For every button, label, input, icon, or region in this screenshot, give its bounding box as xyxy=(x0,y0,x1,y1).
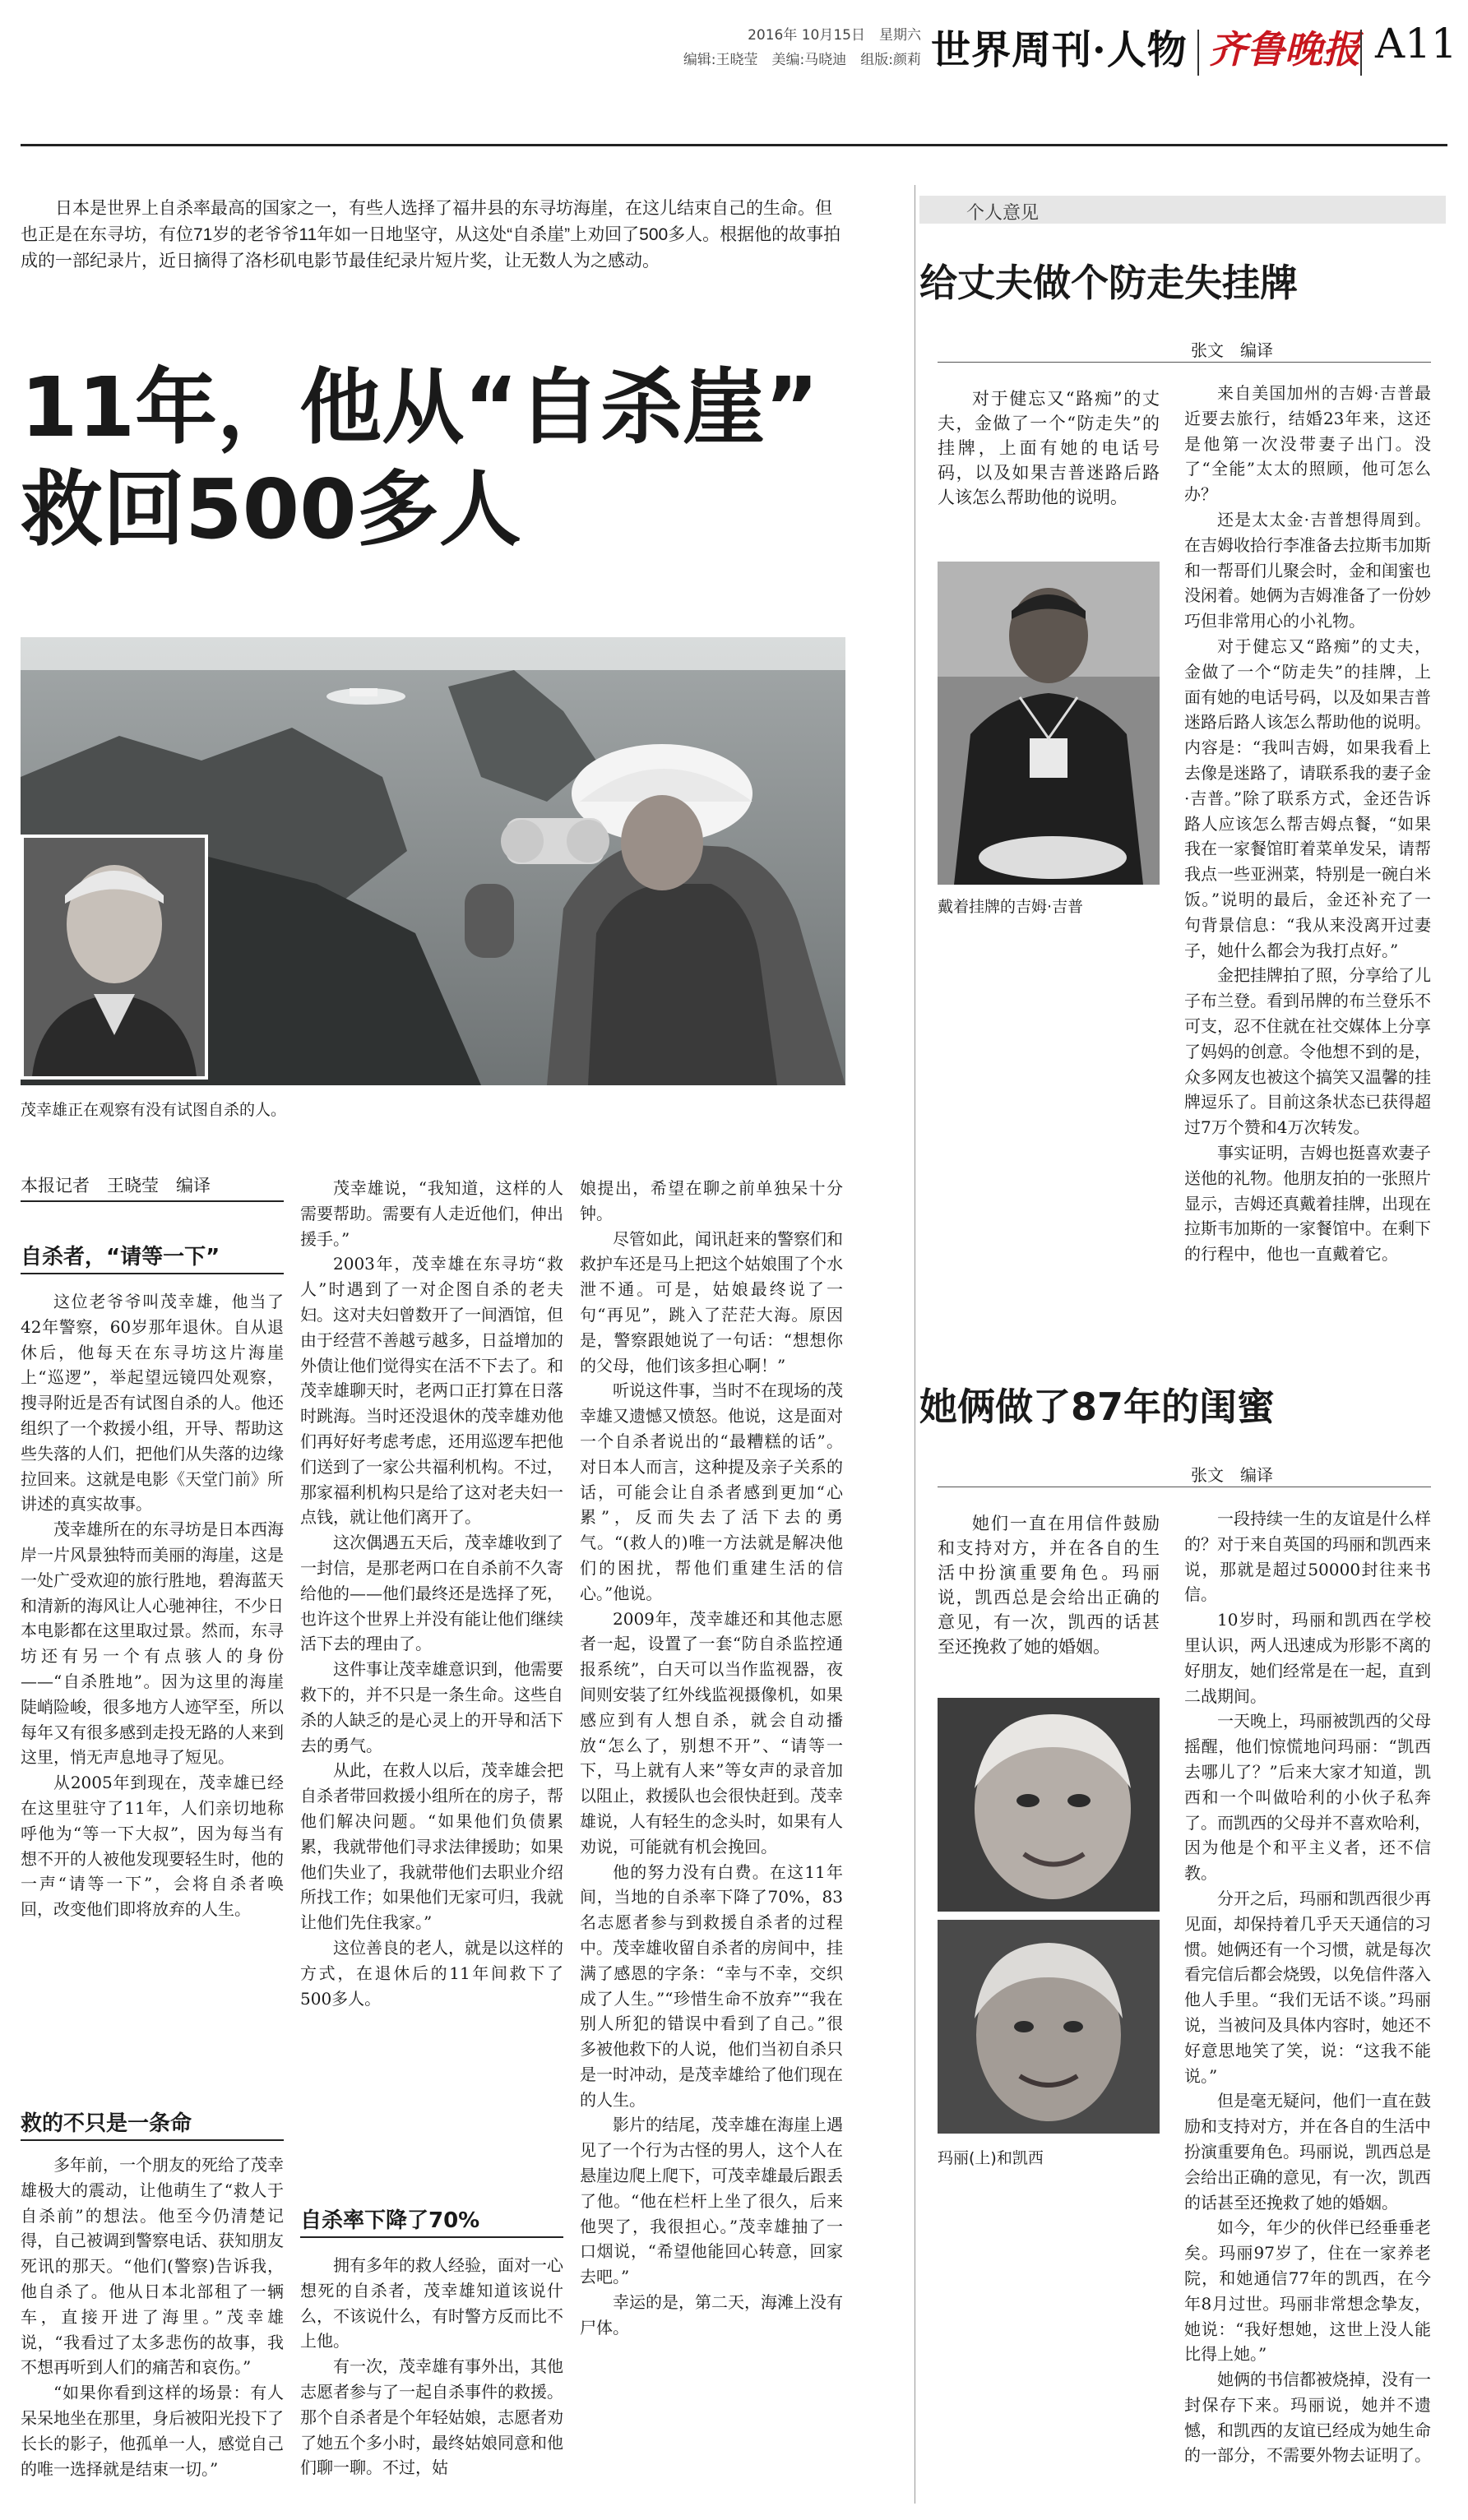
paragraph: 她俩的书信都被烧掉，没有一封保存下来。玛丽说，她并不遗憾，和凯西的友谊已经成为她生命的一部分，不需要外物去证明了。 xyxy=(1184,2370,1431,2466)
byline: 本报记者 王晓莹 编译 xyxy=(21,1176,211,1195)
paragraph: 幸运的是，第二天，海滩上没有尸体。 xyxy=(580,2292,843,2337)
paragraph: 一段持续一生的友谊是什么样的？对于来自英国的玛丽和凯西来说，那就是超过50000封往来书信。 xyxy=(1184,1509,1431,1605)
kathy-photo xyxy=(938,1920,1160,2134)
side-caption-1: 戴着挂牌的吉姆·吉普 xyxy=(938,898,1084,916)
paragraph: 茂幸雄所在的东寻坊是日本西海岸一片风景独特而美丽的海崖，这是一处广受欢迎的旅行胜地，碧海蓝天和清新的海风让人心驰神往，不少日本电影都在这里取过景。然而，东寻坊还有另一个有点骇人的身份——“自杀胜地”。因为这里的海崖陡峭险峻，很多地方人迹罕至，所以每年又有很多感到走投无路的人来到这里，悄无声息地寻了短见。 xyxy=(21,1519,284,1768)
photo-caption: 茂幸雄正在观察有没有试图自杀的人。 xyxy=(21,1101,287,1119)
byline-rule xyxy=(21,1200,284,1202)
paragraph: 这位老爷爷叫茂幸雄，他当了42年警察，60岁那年退休。自从退休后，他每天在东寻坊这片海崖上“巡逻”，举起望远镜四处观察，搜寻附近是否有试图自杀的人。他还组织了一个救援小组，开导、帮助这些失落的人们，把他们从失落的边缘拉回来。这就是电影《天堂门前》所讲述的真实故事。 xyxy=(21,1292,284,1514)
paragraph: 多年前，一个朋友的死给了茂幸雄极大的震动，让他萌生了“救人于自杀前”的想法。他至今仍清楚记得，自己被调到警察电话、获知朋友死讯的那天。“他们(警察)告诉我，他自杀了。他从日本北部租了一辆车，直接开进了海里。”茂幸雄说，“我看过了太多悲伤的故事，我不想再听到人们的痛苦和哀伤。” xyxy=(21,2155,284,2378)
portrait-inset xyxy=(21,835,208,1080)
side-summary-1: 对于健忘又“路痴”的丈夫，金做了一个“防走失”的挂牌，上面有她的电话号码，以及如果吉普迷路后路人该怎么帮助他的说明。 xyxy=(938,389,1160,507)
paragraph: 分开之后，玛丽和凯西很少再见面，却保持着几乎天天通信的习惯。她俩还有一个习惯，就是每次看完信后都会烧毁，以免信件落入他人手里。“我们无话不谈。”玛丽说，当被问及具体内容时，她还不好意思地笑了笑，说：“这我不能说。” xyxy=(1184,1888,1431,2086)
paragraph: 如今，年少的伙伴已经垂垂老矣。玛丽97岁了，住在一家养老院，和她通信77年的凯西，在今年8月过世。玛丽非常想念挚友，她说：“我好想她，这世上没人能比得上她。” xyxy=(1184,2217,1431,2365)
paragraph: 但是毫无疑问，他们一直在鼓励和支持对方，并在各自的生活中扮演重要角色。玛丽说，凯西总是会给出正确的意见，有一次，凯西的话甚至还挽救了她的婚姻。 xyxy=(1184,2091,1431,2213)
issue-date: 2016年 10月15日 星期六 xyxy=(748,27,921,44)
paragraph: 听说这件事，当时不在现场的茂幸雄又遗憾又愤怒。他说，这是面对一个自杀者说出的“最糟糕的话”。对日本人而言，这种提及亲子关系的话，可能会让自杀者感到更加“心累”，反而失去了活下去的勇气。“(救人的)唯一方法就是解决他们的困扰，帮他们重建生活的信心。”他说。 xyxy=(580,1380,843,1603)
section-title: 世界周刊·人物 xyxy=(931,27,1188,73)
paragraph: 10岁时，玛丽和凯西在学校里认识，两人迅速成为形影不离的好朋友，她们经常是在一起，直到二战期间。 xyxy=(1184,1610,1431,1706)
masthead-divider xyxy=(1197,30,1199,76)
subheading-3: 自杀率下降了70% xyxy=(300,2208,480,2233)
editorial-staff: 编辑:王晓莹 美编:马晓迪 组版:颜莉 xyxy=(683,52,921,68)
side-rule xyxy=(938,362,1431,363)
body-column-2a xyxy=(300,1176,563,2011)
side-story-2 xyxy=(1184,1506,1431,2468)
paragraph: 对于健忘又“路痴”的丈夫，金做了一个“防走失”的挂牌，上面有她的电话号码，以及如果吉普迷路后路人该怎么帮助他的说明。内容是：“我叫吉姆，如果我看上去像是迷路了，请联系我的妻子金·吉普。”除了联系方式，金还告诉路人应该怎么帮吉姆点餐，“如果我在一家餐馆盯着菜单发呆，请帮我点一些亚洲菜，特别是一碗白米饭。”说明的最后，金还补充了一句背景信息：“我从来没离开过妻子，她什么都会为我打点好。” xyxy=(1184,636,1431,960)
paragraph: 娘提出，希望在聊之前单独呆十分钟。 xyxy=(580,1178,843,1223)
paragraph: “如果你看到这样的场景：有人呆呆地坐在那里，身后被阳光投下了长长的影子，他孤单一人，感觉自己的唯一选择就是结束一切。” xyxy=(21,2383,284,2479)
side-byline-1: 张文 编译 xyxy=(1191,340,1273,360)
subheading-rule xyxy=(21,1273,284,1274)
paragraph: 从此，在救人以后，茂幸雄会把自杀者带回救援小组所在的房子，帮他们解决问题。“如果他们负债累累，我就带他们寻求法律援助；如果他们失业了，我就带他们去职业介绍所找工作；如果他们无家可归，我就让他们先住我家。” xyxy=(300,1760,563,1933)
man-with-tag-photo xyxy=(938,562,1160,885)
main-headline-line2: 救回500多人 xyxy=(21,461,521,557)
subheading-1: 自杀者，“请等一下” xyxy=(21,1245,220,1269)
paragraph: 来自美国加州的吉姆·吉普最近要去旅行，结婚23年来，这还是他第一次没带妻子出门。没了“全能”太太的照顾，他可怎么办？ xyxy=(1184,383,1431,505)
body-column-3 xyxy=(580,1176,843,2341)
subheading-rule xyxy=(21,2139,284,2141)
story-intro: 日本是世界上自杀率最高的国家之一，有些人选择了福井县的东寻坊海崖，在这儿结束自己的生命。但也正是在东寻坊，有位71岁的老爷爷11年如一日地坚守，从这处“自杀崖”上劝回了500多人。根据他的故事拍成的一部纪录片，近日摘得了洛杉矶电影节最佳纪录片短片奖，让无数人为之感动。 xyxy=(21,199,841,270)
page-number: A11 xyxy=(1375,20,1457,67)
side-byline-2: 张文 编译 xyxy=(1191,1465,1273,1485)
newspaper-logo: 齐鲁晚报 xyxy=(1209,27,1360,72)
paragraph: 拥有多年的救人经验，面对一心想死的自杀者，茂幸雄知道该说什么，不该说什么，有时警方反而比不上他。 xyxy=(300,2255,563,2351)
paragraph: 这件事让茂幸雄意识到，他需要救下的，并不只是一条生命。这些自杀的人缺乏的是心灵上的开导和活下去的勇气。 xyxy=(300,1659,563,1755)
kicker-label: 个人意见 xyxy=(966,203,1040,224)
paragraph: 事实证明，吉姆也挺喜欢妻子送他的礼物。他朋友拍的一张照片显示，吉姆还真戴着挂牌，出现在拉斯韦加斯的一家餐馆中。在剩下的行程中，他也一直戴着它。 xyxy=(1184,1142,1431,1265)
paragraph: 这次偶遇五天后，茂幸雄收到了一封信，是那老两口在自杀前不久寄给他的——他们最终还是选择了死，也许这个世界上并没有能让他们继续活下去的理由了。 xyxy=(300,1533,563,1654)
subheading-2: 救的不只是一条命 xyxy=(21,2111,192,2136)
paragraph: 2003年，茂幸雄在东寻坊“救人”时遇到了一对企图自杀的老夫妇。这对夫妇曾数开了一间酒馆，但由于经营不善越亏越多，日益增加的外债让他们觉得实在活不下去了。和茂幸雄聊天时，老两口正打算在日落时跳海。当时还没退休的茂幸雄劝他们再好好考虑考虑，还用巡逻车把他们送到了一家公共福利机构。不过，那家福利机构只是给了这对老夫妇一点钱，就让他们离开了。 xyxy=(300,1254,563,1528)
body-column-2b xyxy=(300,2253,563,2481)
paragraph: 一天晚上，玛丽被凯西的父母摇醒，他们惊慌地问玛丽：“凯西去哪儿了？”后来大家才知道，凯西和一个叫做哈利的小伙子私奔了。而凯西的父母并不喜欢哈利，因为他是个和平主义者，还不信教。 xyxy=(1184,1711,1431,1884)
mary-photo xyxy=(938,1698,1160,1912)
paragraph: 他的努力没有白费。在这11年间，当地的自杀率下降了70%，83名志愿者参与到救援自杀者的过程中。茂幸雄收留自杀者的房间中，挂满了感恩的字条：“幸与不幸，交织成了人生。”“珍惜生命不放弃”“我在别人所犯的错误中看到了自己。”很多被他救下的人说，他们当初自杀只是一时冲动，是茂幸雄给了他们现在的人生。 xyxy=(580,1861,843,2110)
paragraph: 影片的结尾，茂幸雄在海崖上遇见了一个行为古怪的男人，这个人在悬崖边爬上爬下，可茂幸雄最后跟丢了他。“他在栏杆上坐了很久，后来他哭了，我很担心。”茂幸雄抽了一口烟说，“希望他能回心转意，回家去吧。” xyxy=(580,2115,843,2287)
paragraph: 2009年，茂幸雄还和其他志愿者一起，设置了一套“防自杀监控通报系统”，白天可以当作监视器，夜间则安装了红外线监视摄像机，如果感应到有人想自杀，就会自动播放“怎么了，别想不开”、“请等一下，马上就有人来”等女声的录音加以阻止，救援队也会很快赶到。茂幸雄说，人有轻生的念头时，如果有人劝说，可能就有机会挽回。 xyxy=(580,1608,843,1856)
side-story-1 xyxy=(1184,381,1431,1267)
side-headline-1: 给丈夫做个防走失挂牌 xyxy=(919,261,1298,305)
subheading-rule xyxy=(300,2236,563,2238)
body-column-1b xyxy=(21,2152,284,2481)
paragraph: 这位善良的老人，就是以这样的方式，在退休后的11年间救下了500多人。 xyxy=(300,1937,563,2009)
paragraph: 从2005年到现在，茂幸雄已经在这里驻守了11年，人们亲切地称呼他为“等一下大叔”，因为每当有想不开的人被他发现要轻生时，他的一声“请等一下”，会将自杀者唤回，改变他们即将放弃的人生。 xyxy=(21,1773,284,1920)
side-summary-2: 她们一直在用信件鼓励和支持对方，并在各自的生活中扮演重要角色。玛丽说，凯西总是会给出正确的意见，有一次，凯西的话甚至还挽救了她的婚姻。 xyxy=(938,1514,1160,1657)
main-headline-line1: 11年，他从“自杀崖” xyxy=(21,359,819,455)
paragraph: 茂幸雄说，“我知道，这样的人需要帮助。需要有人走近他们，伸出援手。” xyxy=(300,1178,563,1249)
side-headline-2: 她俩做了87年的闺蜜 xyxy=(919,1385,1276,1429)
masthead-divider xyxy=(1360,30,1362,76)
paragraph: 金把挂牌拍了照，分享给了儿子布兰登。看到吊牌的布兰登乐不可支，忍不住就在社交媒体上分享了妈妈的创意。令他想不到的是，众多网友也被这个搞笑又温馨的挂牌逗乐了。目前这条状态已获得超过7万个赞和4万次转发。 xyxy=(1184,965,1431,1138)
paragraph: 尽管如此，闻讯赶来的警察们和救护车还是马上把这个姑娘围了个水泄不通。可是，姑娘最终说了一句“再见”，跳入了茫茫大海。原因是，警察跟她说了一句话：“想想你的父母，他们该多担心啊！” xyxy=(580,1228,843,1376)
body-column-1a xyxy=(21,1289,284,1922)
side-caption-2: 玛丽(上)和凯西 xyxy=(938,2149,1044,2167)
paragraph: 有一次，茂幸雄有事外出，其他志愿者参与了一起自杀事件的救援。那个自杀者是个年轻姑娘，志愿者劝了她五个多小时，最终姑娘同意和他们聊一聊。不过，姑 xyxy=(300,2356,563,2478)
paragraph: 还是太太金·吉普想得周到。在吉姆收拾行李准备去拉斯韦加斯和一帮哥们儿聚会时，金和闺蜜也没闲着。她俩为吉姆准备了一份妙巧但非常用心的小礼物。 xyxy=(1184,509,1431,631)
top-rule xyxy=(21,144,1447,146)
